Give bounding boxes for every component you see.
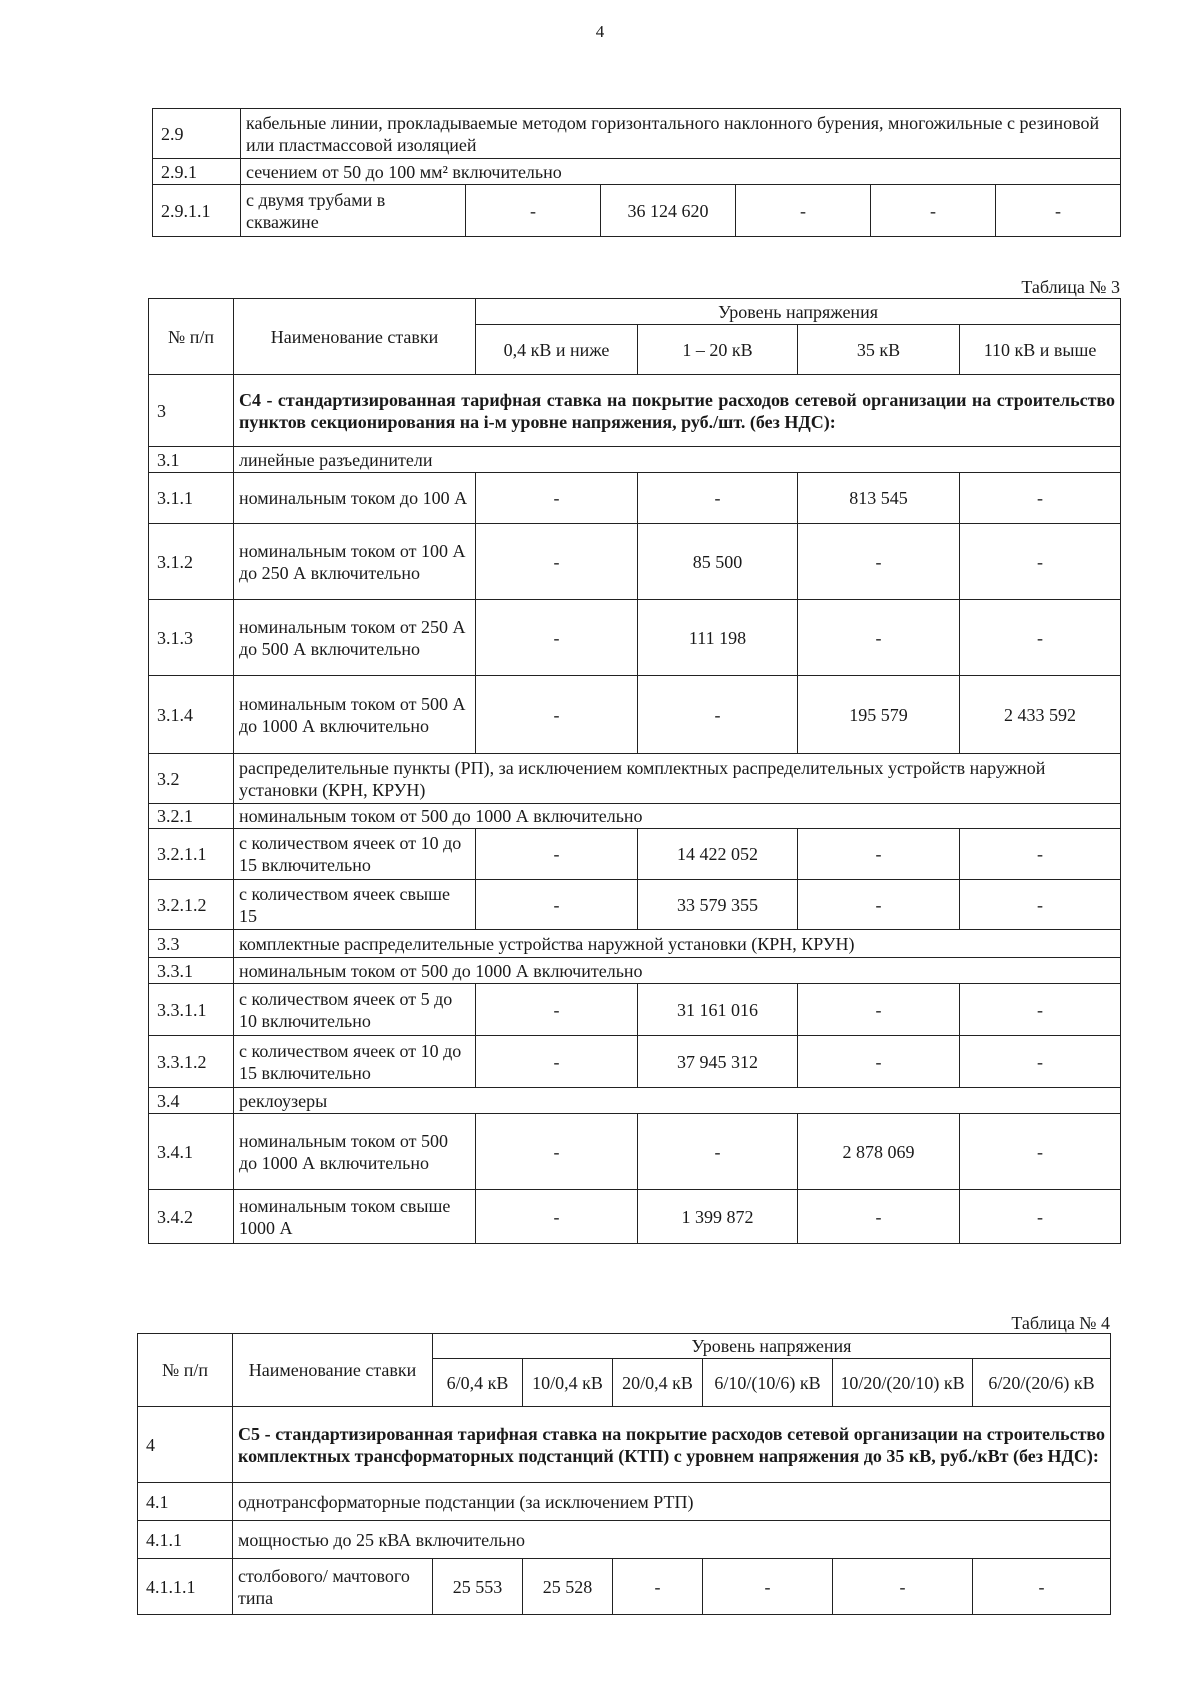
row-text: комплектные распределительные устройства наружной установки (КРН, КРУН) xyxy=(234,930,1121,958)
table-row xyxy=(149,930,1121,958)
value-cell: - xyxy=(476,880,638,930)
table-row xyxy=(138,1559,1111,1615)
row-name: номинальным током от 100 А до 250 А включительно xyxy=(234,524,476,600)
table-row xyxy=(149,1114,1121,1190)
row-name: номинальным током от 500 до 1000 А включительно xyxy=(234,1114,476,1190)
row-number: 3 xyxy=(149,375,234,447)
row-number: 3.4.1 xyxy=(149,1114,234,1190)
row-text: линейные разъединители xyxy=(234,447,1121,473)
page-number: 4 xyxy=(595,22,605,41)
row-number: 3.3.1 xyxy=(149,958,234,984)
row-number: 4 xyxy=(138,1407,233,1483)
value-cell: - xyxy=(960,473,1121,524)
row-text: распределительные пункты (РП), за исключением комплектных распределительных устройств наружной установки (КРН, КРУН) xyxy=(234,754,1121,804)
row-number: 3.1.2 xyxy=(149,524,234,600)
value-cell: 25 553 xyxy=(433,1559,523,1615)
value-cell: - xyxy=(476,1190,638,1244)
table-row xyxy=(149,880,1121,930)
table-row xyxy=(149,829,1121,880)
value-cell: - xyxy=(798,984,960,1036)
row-number: 4.1.1 xyxy=(138,1521,233,1559)
value-cell: - xyxy=(703,1559,833,1615)
row-name: номинальным током от 500 А до 1000 А включительно xyxy=(234,676,476,754)
table-row xyxy=(149,524,1121,600)
value-cell: - xyxy=(476,1114,638,1190)
rate-title: С5 - стандартизированная тарифная ставка на покрытие расходов сетевой организации на строительство комплектных трансформаторных подстанций (КТП) с уровнем напряжения до 35 кВ, руб./кВт (без НДС): xyxy=(233,1407,1111,1483)
value-cell: - xyxy=(798,1190,960,1244)
header-voltage-level: Уровень напряжения xyxy=(476,299,1121,325)
table-2-continuation xyxy=(152,108,1121,237)
value-cell: - xyxy=(996,185,1121,237)
header-col: 10/0,4 кВ xyxy=(523,1359,613,1407)
table-row xyxy=(149,1088,1121,1114)
table-row xyxy=(149,1190,1121,1244)
value-cell: - xyxy=(833,1559,973,1615)
row-name: с количеством ячеек от 5 до 10 включительно xyxy=(234,984,476,1036)
table-3-caption: Таблица № 3 xyxy=(1021,277,1120,297)
value-cell: - xyxy=(871,185,996,237)
value-cell: - xyxy=(798,880,960,930)
table-row xyxy=(138,1407,1111,1483)
value-cell: - xyxy=(973,1559,1111,1615)
value-cell: - xyxy=(476,829,638,880)
table-row xyxy=(138,1483,1111,1521)
row-number: 3.2.1.1 xyxy=(149,829,234,880)
row-number: 3.1.4 xyxy=(149,676,234,754)
header-col: 35 кВ xyxy=(798,325,960,375)
row-name: с количеством ячеек от 10 до 15 включительно xyxy=(234,1036,476,1088)
table-row xyxy=(149,804,1121,829)
value-cell: - xyxy=(476,1036,638,1088)
table-header-row xyxy=(149,299,1121,325)
value-cell: - xyxy=(960,829,1121,880)
row-name: с двумя трубами в скважине xyxy=(241,185,466,237)
row-name: номинальным током от 250 А до 500 А включительно xyxy=(234,600,476,676)
header-col: 110 кВ и выше xyxy=(960,325,1121,375)
header-col: 10/20/(20/10) кВ xyxy=(833,1359,973,1407)
row-text: однотрансформаторные подстанции (за исключением РТП) xyxy=(233,1483,1111,1521)
table-row xyxy=(153,109,1121,159)
value-cell: - xyxy=(476,473,638,524)
row-name: номинальным током свыше 1000 А xyxy=(234,1190,476,1244)
value-cell: - xyxy=(466,185,601,237)
table-row xyxy=(138,1521,1111,1559)
table-row xyxy=(149,473,1121,524)
row-text: номинальным током от 500 до 1000 А включительно xyxy=(234,804,1121,829)
value-cell: - xyxy=(736,185,871,237)
table-row xyxy=(149,984,1121,1036)
row-text: сечением от 50 до 100 мм² включительно xyxy=(241,159,1121,185)
table-row xyxy=(149,375,1121,447)
table-row xyxy=(149,754,1121,804)
header-num: № п/п xyxy=(149,299,234,375)
header-col: 6/20/(20/6) кВ xyxy=(973,1359,1111,1407)
row-text: номинальным током от 500 до 1000 А включительно xyxy=(234,958,1121,984)
value-cell: 1 399 872 xyxy=(638,1190,798,1244)
value-cell: - xyxy=(960,1114,1121,1190)
row-number: 3.3 xyxy=(149,930,234,958)
value-cell: - xyxy=(613,1559,703,1615)
table-row xyxy=(153,159,1121,185)
row-number: 3.4 xyxy=(149,1088,234,1114)
row-number: 2.9.1 xyxy=(153,159,241,185)
value-cell: - xyxy=(476,984,638,1036)
table-4-caption: Таблица № 4 xyxy=(1011,1313,1110,1333)
value-cell: - xyxy=(476,600,638,676)
row-number: 3.2.1 xyxy=(149,804,234,829)
value-cell: - xyxy=(960,1036,1121,1088)
row-name: с количеством ячеек свыше 15 xyxy=(234,880,476,930)
value-cell: - xyxy=(960,1190,1121,1244)
table-row xyxy=(153,185,1121,237)
value-cell: - xyxy=(638,473,798,524)
row-number: 4.1.1.1 xyxy=(138,1559,233,1615)
row-name: номинальным током до 100 А xyxy=(234,473,476,524)
table-3 xyxy=(148,298,1121,1244)
row-number: 4.1 xyxy=(138,1483,233,1521)
table-row xyxy=(149,676,1121,754)
value-cell: - xyxy=(476,676,638,754)
row-number: 3.2.1.2 xyxy=(149,880,234,930)
value-cell: 2 433 592 xyxy=(960,676,1121,754)
header-name: Наименование ставки xyxy=(234,299,476,375)
table-header-row xyxy=(138,1334,1111,1359)
row-text: мощностью до 25 кВА включительно xyxy=(233,1521,1111,1559)
rate-title: С4 - стандартизированная тарифная ставка на покрытие расходов сетевой организации на строительство пунктов секционирования на i-м уровне напряжения, руб./шт. (без НДС): xyxy=(234,375,1121,447)
row-name: столбового/ мачтового типа xyxy=(233,1559,433,1615)
row-number: 3.2 xyxy=(149,754,234,804)
header-name: Наименование ставки xyxy=(233,1334,433,1407)
row-name: с количеством ячеек от 10 до 15 включительно xyxy=(234,829,476,880)
row-text: реклоузеры xyxy=(234,1088,1121,1114)
value-cell: - xyxy=(476,524,638,600)
value-cell: - xyxy=(798,829,960,880)
row-number: 3.1 xyxy=(149,447,234,473)
value-cell: 14 422 052 xyxy=(638,829,798,880)
value-cell: 813 545 xyxy=(798,473,960,524)
row-number: 3.4.2 xyxy=(149,1190,234,1244)
value-cell: 85 500 xyxy=(638,524,798,600)
table-4 xyxy=(137,1333,1111,1615)
table-row xyxy=(149,1036,1121,1088)
header-col: 0,4 кВ и ниже xyxy=(476,325,638,375)
header-col: 6/10/(10/6) кВ xyxy=(703,1359,833,1407)
value-cell: 33 579 355 xyxy=(638,880,798,930)
table-row xyxy=(149,958,1121,984)
value-cell: - xyxy=(798,524,960,600)
value-cell: - xyxy=(638,676,798,754)
value-cell: 37 945 312 xyxy=(638,1036,798,1088)
value-cell: 2 878 069 xyxy=(798,1114,960,1190)
header-col: 20/0,4 кВ xyxy=(613,1359,703,1407)
header-col: 1 – 20 кВ xyxy=(638,325,798,375)
value-cell: - xyxy=(798,1036,960,1088)
table-row xyxy=(149,447,1121,473)
row-number: 3.3.1.2 xyxy=(149,1036,234,1088)
value-cell: 195 579 xyxy=(798,676,960,754)
row-number: 2.9 xyxy=(153,109,241,159)
value-cell: 111 198 xyxy=(638,600,798,676)
row-text: кабельные линии, прокладываемые методом горизонтального наклонного бурения, многожильные с резиновой или пластмассовой изоляцией xyxy=(241,109,1121,159)
value-cell: - xyxy=(960,880,1121,930)
row-number: 3.1.3 xyxy=(149,600,234,676)
value-cell: - xyxy=(960,524,1121,600)
table-row xyxy=(149,600,1121,676)
value-cell: - xyxy=(638,1114,798,1190)
value-cell: 36 124 620 xyxy=(601,185,736,237)
value-cell: 31 161 016 xyxy=(638,984,798,1036)
value-cell: - xyxy=(960,600,1121,676)
header-num: № п/п xyxy=(138,1334,233,1407)
row-number: 2.9.1.1 xyxy=(153,185,241,237)
row-number: 3.3.1.1 xyxy=(149,984,234,1036)
value-cell: 25 528 xyxy=(523,1559,613,1615)
value-cell: - xyxy=(960,984,1121,1036)
value-cell: - xyxy=(798,600,960,676)
header-col: 6/0,4 кВ xyxy=(433,1359,523,1407)
row-number: 3.1.1 xyxy=(149,473,234,524)
header-voltage-level: Уровень напряжения xyxy=(433,1334,1111,1359)
